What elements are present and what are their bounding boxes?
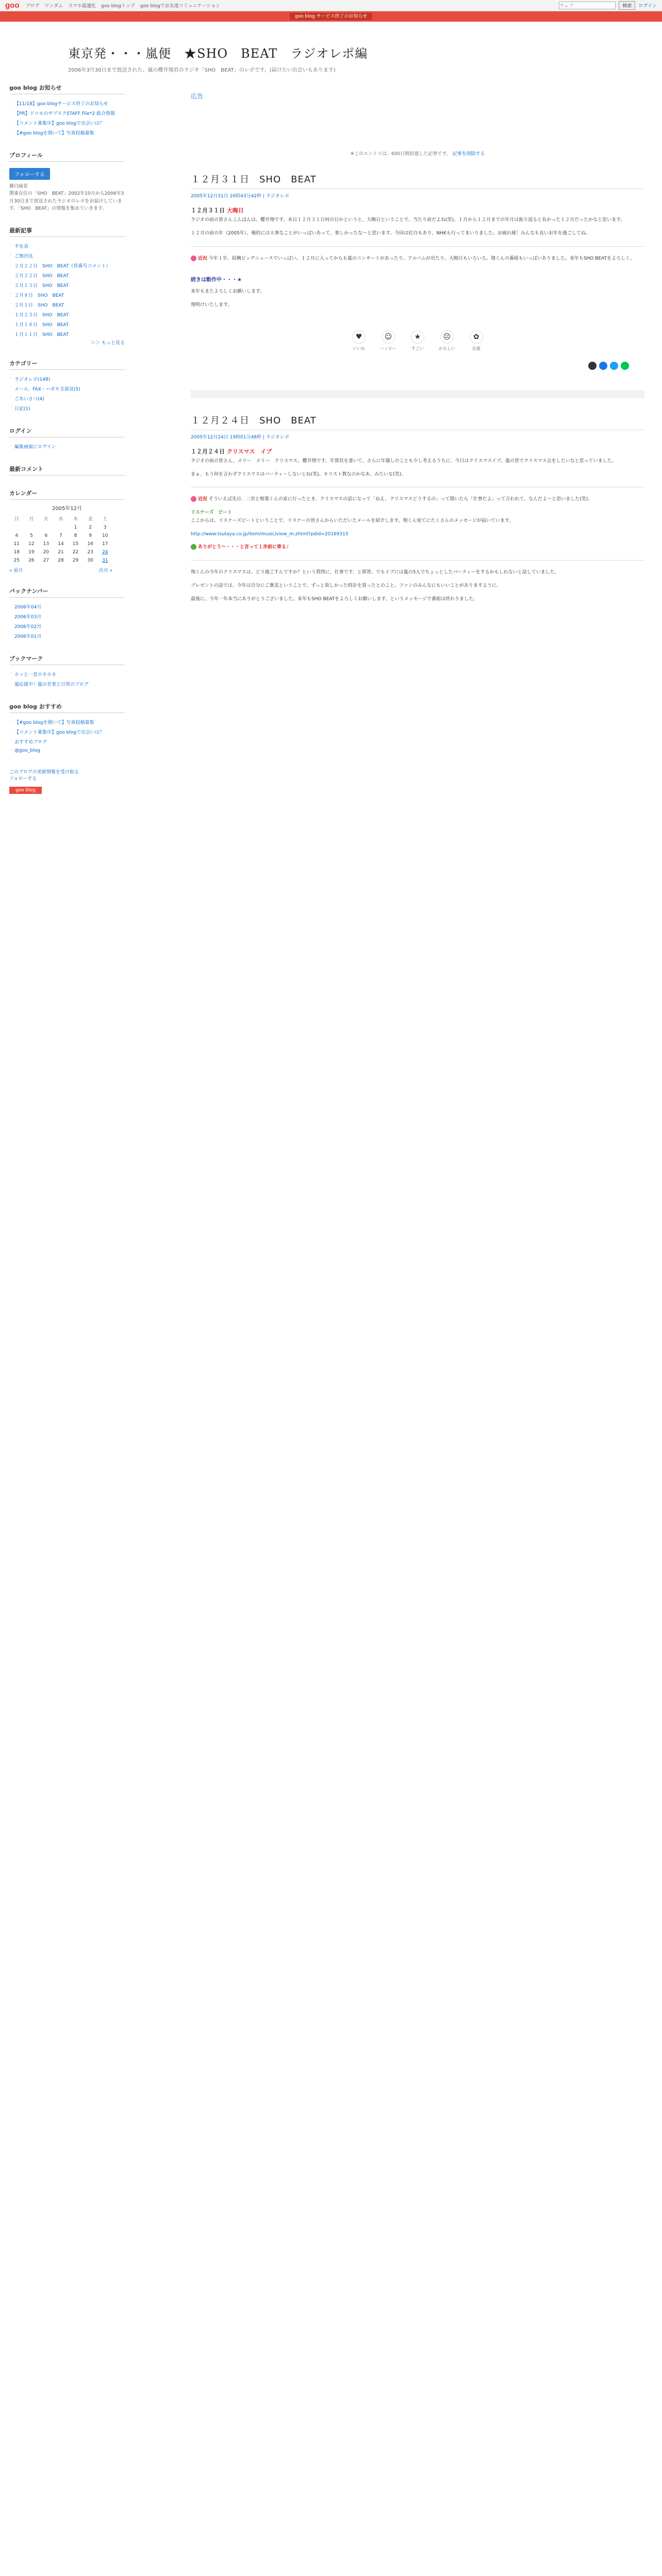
blog-header: [0, 22, 662, 79]
kondo-label: 近況: [198, 256, 208, 261]
backnumber-link[interactable]: 2006年04月: [14, 604, 42, 610]
entry-paragraph: ラジオの前の皆さんこんばんは、櫻井翔です。本日１２月３１日何の日かというと、大晦日ということで、当たり前だよね(笑)。１月から１２月までの年月は振り返ると長かった１２月だったかなと思います。: [191, 217, 625, 223]
top-nav-item[interactable]: goo blogでお友達コミュニケーション: [140, 4, 221, 9]
entry-heading-tag: クリスマス イブ: [226, 448, 272, 455]
entry-paragraph: プレゼントの話では、今年は自分にご褒美ということで、ずっと欲しかった時計を買ったとのこと。ファンのみんなにもいいことがありますように。: [191, 583, 501, 588]
entry-heading-date: １２月３１日: [191, 207, 225, 214]
entry-title[interactable]: １２月３１日 SHO BEAT: [191, 172, 644, 189]
listener-label: リスナーズ ビート: [191, 510, 232, 515]
continue-paragraph: 来年もまたよろしくお願いします。: [191, 289, 265, 295]
notice-item[interactable]: · 【11/18】goo blogサービス終了のお知らせ: [9, 98, 125, 108]
facebook-share-icon[interactable]: [599, 362, 607, 370]
recommend-link[interactable]: · @goo_blog: [9, 747, 125, 755]
continue-section: [191, 275, 644, 310]
entry-meta[interactable]: 2005年12月24日 19時01分48秒 | ラジオレポ: [191, 434, 289, 440]
kondo-text: そういえば先日、二宮と相葉くんの家に行ったとき、クリスマスの話になって「ねえ、クリスマスどうするの」って聞いたら「仕事だよ」って言われて、なんだよ〜と思いました(笑)。: [208, 497, 593, 502]
comments-box: [9, 465, 125, 476]
kondo-paragraph: [191, 496, 644, 504]
calendar-day: 7: [59, 533, 62, 538]
recommend-box: [9, 702, 125, 755]
recent-entry-link[interactable]: · １月２５日 SHO BEAT: [9, 310, 125, 319]
blog-subtitle: 2006年3月30日まで放送された、嵐の櫻井翔君のラジオ「SHO BEAT」のレポです。(届けたい出会いもあります): [68, 67, 336, 73]
listener-paragraph: [191, 509, 644, 526]
bookmark-box: [9, 654, 125, 689]
reaction-bar: [191, 330, 644, 351]
reaction-sad[interactable]: [439, 330, 455, 351]
entry-heading: [191, 206, 644, 214]
follow-button[interactable]: フォローする: [9, 168, 50, 180]
calendar-day[interactable]: 31: [102, 557, 108, 563]
happy-icon: ☺: [382, 330, 395, 344]
blog-entry: [191, 413, 644, 604]
bookmark-link[interactable]: · ホッと一息ホネホネ: [9, 669, 125, 679]
top-nav-item[interactable]: goo blogトップ: [101, 4, 135, 9]
recent-entry-link[interactable]: · ２月２２日 SHO BEAT: [9, 270, 125, 280]
calendar-weekday: 木: [73, 516, 78, 522]
sidebox-title: goo blog お知らせ: [9, 83, 125, 94]
calendar-day: 9: [89, 533, 92, 538]
reaction-label: かなしい: [438, 346, 455, 351]
reaction-cheer[interactable]: [470, 330, 483, 351]
calendar-day: 21: [58, 549, 64, 555]
entry-paragraph: 最後に、今年一年本当にありがとうございました。来年もSHO BEATをよろしくお願いします、というメッセージで番組は終わりました。: [191, 596, 478, 602]
recommend-link[interactable]: · 【コメント募集中】goo blogで出会いは？: [9, 727, 125, 737]
calendar-day: 27: [43, 557, 49, 563]
calendar-day: [24, 523, 39, 532]
reaction-label: いいね: [353, 346, 366, 351]
recent-more-link[interactable]: ＞＞ もっと見る: [91, 340, 125, 346]
calendar-month: 2005年12月: [52, 505, 82, 512]
footer-links-box: [9, 768, 125, 794]
pink-dot-icon: [191, 496, 196, 502]
backnumber-box: [9, 587, 125, 641]
backnumber-link[interactable]: 2006年03月: [14, 614, 42, 620]
login-link[interactable]: ログイン: [638, 4, 657, 9]
reaction-like[interactable]: [352, 330, 366, 351]
calendar-day: 11: [13, 541, 20, 547]
listener-text: ここからは、リスナーズビートということで、リスナーの皆さんからいただいたメールを紹介します。翔くん宛てにたくさんのメッセージが届いています。: [191, 518, 514, 523]
highlight-line: ありがとう〜・・・と言って１歩前に寄る♪: [198, 545, 289, 550]
ad-label: 広告: [191, 93, 204, 100]
search-button[interactable]: 検索: [619, 1, 635, 10]
calendar-day: 30: [87, 557, 93, 563]
sidebar: [5, 79, 129, 807]
x-share-icon[interactable]: [588, 362, 597, 370]
recent-entries-box: [9, 226, 125, 346]
entry-heading-tag: 大晦日: [226, 207, 244, 214]
rss-link[interactable]: このブログの更新情報を受け取る: [9, 769, 79, 775]
bookmark-link[interactable]: · 嵐応援中！嵐の音楽と日常のブログ: [9, 679, 125, 689]
profile-box: [9, 151, 125, 213]
recommend-link[interactable]: · 【#goo blogを開いて】写真投稿募集: [9, 717, 125, 727]
cheer-icon: ✿: [470, 330, 483, 344]
calendar-day: 29: [72, 557, 79, 563]
old-entry-notice: [191, 150, 644, 157]
share-buttons: [191, 362, 644, 370]
calendar-weekday: 火: [43, 516, 48, 522]
goo-logo[interactable]: goo: [5, 1, 20, 10]
sidebox-title: ブックマーク: [9, 654, 125, 665]
external-link[interactable]: http://www.tsutaya.co.jp/item/music/view_m.zhtml?pdid=20169315: [191, 531, 349, 537]
sidebox-title: 最新記事: [9, 226, 125, 237]
calendar-day: 2: [89, 524, 92, 530]
entry-meta[interactable]: 2005年12月31日 20時43分42秒 | ラジオレポ: [191, 194, 289, 199]
entry-paragraph: まぁ、もう何を言わずクリスマスはパーティーしないとね(笑)。キリスト教なのかなあ、みたいな(笑)。: [191, 471, 406, 477]
continue-paragraph: 翔明けいたします。: [191, 302, 233, 308]
calendar-day: 6: [44, 533, 48, 538]
line-share-icon[interactable]: [621, 362, 629, 370]
recent-entry-link[interactable]: · ２月１日 SHO BEAT: [9, 300, 125, 310]
search-input[interactable]: [559, 2, 616, 9]
calendar-weekday: 水: [58, 516, 63, 522]
reaction-happy[interactable]: [380, 330, 396, 351]
calendar-day: 26: [28, 557, 35, 563]
recent-entry-link[interactable]: · １月１８日 SHO BEAT: [9, 319, 125, 329]
kondo-text: 今年１年、結構ビッグニュースでいっぱい。１２月に入ってからも嵐のコンサートがあったり、アルバムが出たり、大晦日もいろいろ。翔くんの番組もいっぱいありました。来年もSHO BEATをよろしく。: [208, 256, 635, 261]
pink-dot-icon: [191, 256, 196, 261]
top-nav-item[interactable]: スマホ最適化: [68, 4, 96, 9]
reaction-label: 応援: [472, 346, 481, 351]
goo-blog-notice-box: [9, 83, 125, 138]
calendar-day: 3: [103, 524, 107, 530]
calendar-weekday: 金: [88, 516, 93, 522]
entry-heading-date: １２月２４日: [191, 448, 225, 455]
ad-area: [191, 104, 644, 150]
kondo-label: 近況: [198, 497, 208, 502]
entry-paragraph: ラジオの前の皆さん、メリー メリー クリスマス、櫻井翔です。年賀状を書いて、さらに年越しのことも少し考えるうちに、今日はクリスマスイブ。嵐の皆でクリスマス会をしたいなと思っていました。: [191, 458, 617, 464]
main-content: [129, 79, 644, 807]
blog-title[interactable]: 東京発・・・嵐便 ★SHO BEAT ラジオレポ編: [68, 46, 368, 61]
backnumber-link[interactable]: 2006年02月: [14, 624, 42, 630]
notice-item[interactable]: · 【コメント募集中】goo blogで出会いは？: [9, 118, 125, 128]
sad-icon: ☹: [440, 330, 454, 344]
calendar-day: 23: [87, 549, 93, 555]
divider: [191, 560, 644, 561]
green-dot-icon: [191, 544, 196, 550]
category-link[interactable]: · メール、FAX・ハガキ全部見(5): [9, 384, 125, 394]
calendar-day: 16: [87, 541, 93, 547]
calendar-day: [39, 523, 54, 532]
category-box: [9, 359, 125, 413]
recent-entry-link[interactable]: · 不在表: [9, 241, 125, 251]
calendar-day: 25: [13, 557, 20, 563]
divider: [191, 246, 644, 247]
entry-heading: [191, 447, 644, 455]
service-notice-link[interactable]: goo blog サービス終了のお知らせ: [290, 13, 373, 20]
recent-entry-link[interactable]: · ２月２２日 SHO BEAT（背番号コメント）: [9, 261, 125, 270]
category-link[interactable]: · ラジオレポ(148): [9, 374, 125, 384]
recent-entry-link[interactable]: · ２月８日 SHO BEAT: [9, 290, 125, 300]
recent-entry-link[interactable]: · ２月１５日 SHO BEAT: [9, 280, 125, 290]
calendar-day: 13: [43, 541, 49, 547]
backnumber-link[interactable]: 2006年01月: [14, 634, 42, 639]
reaction-label: ハッピー: [380, 346, 396, 351]
wow-icon: ★: [411, 330, 424, 344]
calendar-box: [9, 489, 125, 573]
calendar-prev-link[interactable]: « 前月: [9, 568, 23, 573]
follow-link[interactable]: フォローする: [9, 776, 37, 782]
sidebox-title: プロフィール: [9, 151, 125, 162]
recommend-link[interactable]: · おすすめブログ: [9, 737, 125, 747]
old-entry-notice-text: ※このエントリは、600日間経過した記事です。: [350, 151, 451, 157]
calendar-day: [9, 523, 24, 532]
calendar-day: 18: [13, 549, 20, 555]
kondo-paragraph: [191, 255, 644, 263]
calendar-day[interactable]: 24: [102, 549, 108, 555]
top-nav: [26, 2, 221, 9]
blog-entry: [191, 172, 644, 370]
calendar-day: 12: [28, 541, 35, 547]
calendar-day: 20: [43, 549, 49, 555]
category-link[interactable]: · ごあいさつ(4): [9, 394, 125, 403]
login-box: [9, 427, 125, 451]
reaction-label: すごい: [411, 346, 424, 351]
calendar-day: 5: [29, 533, 33, 538]
calendar-day: 15: [72, 541, 79, 547]
notice-item[interactable]: · 【PR】ドコモのサブスクSTAFF File*2 総合情報: [9, 108, 125, 118]
calendar-day: 17: [102, 541, 108, 547]
category-link[interactable]: · 日記(1): [9, 403, 125, 413]
calendar-weekday: 土: [103, 516, 108, 522]
notice-item[interactable]: · 【#goo blogを開いて】写真投稿募集: [9, 128, 125, 138]
reaction-wow[interactable]: [411, 330, 424, 351]
calendar-day: 28: [58, 557, 64, 563]
calendar-day: 22: [72, 549, 79, 555]
hatena-share-icon[interactable]: [610, 362, 618, 370]
delete-entry-link[interactable]: 記事を削除する: [452, 151, 485, 157]
sidebox-title: 最新コメント: [9, 465, 125, 476]
recent-entry-link[interactable]: · ご無沙汰: [9, 251, 125, 261]
sidebox-title: ログイン: [9, 427, 125, 437]
entry-paragraph: １２月の前の年（2005年）、俺的には大事なことがいっぱいあって、楽しかったな〜と思います。今回は紅白もあり、NHKも行ってまいりました。お疲れ様！みんなも良いお年を過ごしてね。: [191, 230, 590, 236]
editor-login-link[interactable]: · 編集画面にログイン: [9, 442, 125, 451]
top-nav-item[interactable]: ブログ: [25, 4, 40, 9]
continue-heading: 続きは動作中・・・★: [191, 277, 242, 283]
calendar-table: [9, 514, 112, 565]
sidebox-title: カレンダー: [9, 489, 125, 500]
goo-blog-badge[interactable]: goo blog: [9, 787, 42, 794]
sidebox-title: バックナンバー: [9, 587, 125, 598]
calendar-next-link[interactable]: 次月 »: [98, 568, 112, 573]
calendar-day: 4: [15, 533, 19, 538]
calendar-weekday: 日: [14, 516, 19, 522]
calendar-day: 1: [74, 524, 77, 530]
service-notice-banner: [0, 11, 662, 22]
recent-entry-link[interactable]: · １月１１日 SHO BEAT: [9, 329, 125, 339]
top-nav-item[interactable]: ワンダム: [44, 4, 63, 9]
calendar-day: 19: [28, 549, 35, 555]
calendar-day: 10: [102, 533, 108, 538]
sidebox-title: カテゴリー: [9, 359, 125, 370]
entry-paragraph: 翔くんの今年のクリスマスは、どう過ごすんですか？という質問に、仕事です、と即答。でもイブには嵐の5人でちょっとしたパーティーをするかもしれないと話していました。: [191, 570, 559, 575]
calendar-weekday: 月: [29, 516, 34, 522]
entry-separator: [191, 391, 644, 398]
profile-text: 関東在住の「SHO BEAT」2002年10月から2006年3月30日まで放送されたラジオのレポをお届けしています。「SHO BEAT」の情報を集めていきます。: [9, 191, 124, 212]
like-icon: ♥: [352, 330, 366, 344]
calendar-day: 14: [58, 541, 64, 547]
sidebox-title: goo blog おすすめ: [9, 702, 125, 713]
entry-title[interactable]: １２月２４日 SHO BEAT: [191, 413, 644, 430]
profile-name: 藤白緑花: [9, 184, 28, 189]
calendar-day: 8: [74, 533, 77, 538]
top-bar: [0, 0, 662, 11]
calendar-day: [54, 523, 69, 532]
